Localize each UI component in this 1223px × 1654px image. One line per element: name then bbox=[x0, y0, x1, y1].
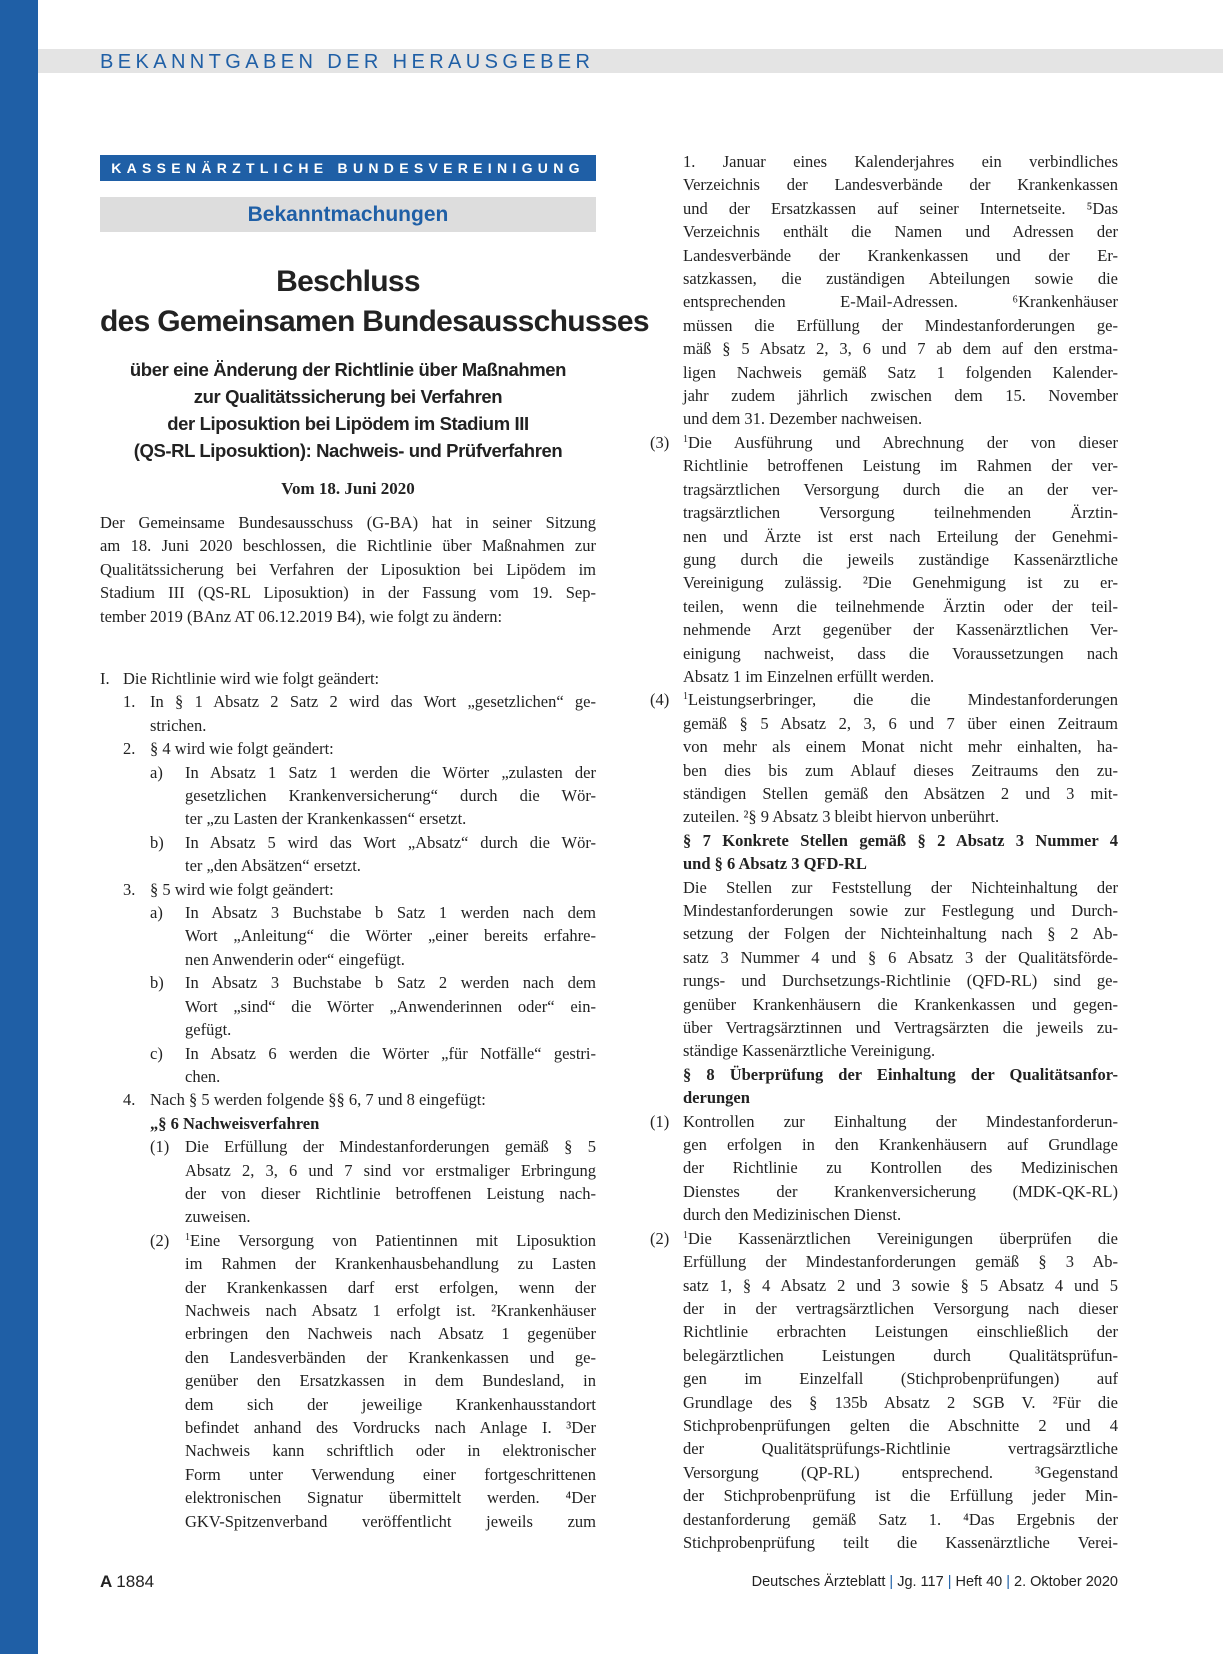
line-text: belegärztlichen Leistungen durch Qualitätsprüfun- bbox=[683, 1345, 1118, 1365]
line-text: zuteilen. ²§ 9 Absatz 3 bleibt hiervon unberührt. bbox=[683, 807, 1000, 827]
text-line bbox=[683, 1227, 1118, 1250]
text-line bbox=[683, 361, 1118, 384]
section-header: BEKANNTGABEN DER HERAUSGEBER bbox=[100, 51, 595, 73]
text-line bbox=[683, 852, 1118, 875]
text-line bbox=[100, 1393, 596, 1416]
line-text: dem sich der jeweilige Krankenhausstandort bbox=[185, 1394, 596, 1414]
text-line bbox=[100, 1299, 596, 1322]
list-item bbox=[650, 431, 1118, 454]
text-line bbox=[683, 478, 1118, 501]
text-line bbox=[683, 1086, 1118, 1109]
line-text: Wort „Anleitung“ die Wörter „einer bereits erfahre- bbox=[185, 926, 596, 946]
list-item bbox=[100, 831, 596, 854]
organization-label: KASSENÄRZTLICHE BUNDESVEREINIGUNG bbox=[100, 155, 596, 181]
text-line: Der Gemeinsame Bundesausschuss (G-BA) hat in seiner Sitzung bbox=[100, 513, 596, 532]
journal-issue: Heft 40 bbox=[955, 1574, 1003, 1590]
line-text: In § 1 Absatz 2 Satz 2 wird das Wort „gesetzlichen“ ge- bbox=[150, 692, 596, 712]
footer-separator: | bbox=[1006, 1574, 1010, 1590]
line-text: § 4 wird wie folgt geändert: bbox=[150, 739, 334, 759]
text-line bbox=[683, 571, 1118, 594]
line-text: gesetzlichen Krankenversicherung“ durch die Wör- bbox=[185, 786, 596, 806]
line-text: chen. bbox=[185, 1066, 221, 1086]
title-line: des Gemeinsamen Bundesausschusses bbox=[100, 305, 649, 338]
rubric-label: Bekanntmachungen bbox=[100, 197, 596, 232]
line-text: tragsärztlichen Versorgung teilnehmenden Ärztin- bbox=[683, 503, 1118, 523]
list-marker: (1) bbox=[150, 1137, 170, 1157]
text-line bbox=[683, 337, 1118, 360]
text-line bbox=[683, 1414, 1118, 1437]
list-marker: (1) bbox=[650, 1111, 670, 1131]
text-line bbox=[683, 150, 1118, 173]
line-text: § 5 wird wie folgt geändert: bbox=[150, 879, 334, 899]
line-text: teilen, wenn die teilnehmende Ärztin oder der teil- bbox=[683, 596, 1118, 616]
line-text: über Vertragsärztinnen und Vertragsärzten die jeweils zu- bbox=[683, 1018, 1118, 1038]
line-text: einigung nachweist, dass die Voraussetzungen nach bbox=[683, 643, 1118, 663]
text-line bbox=[100, 1486, 596, 1509]
list-item bbox=[100, 667, 596, 690]
list-marker: I. bbox=[100, 669, 110, 688]
text-line bbox=[683, 290, 1118, 313]
text-line bbox=[100, 1252, 596, 1275]
line-text: Die Richtlinie wird wie folgt geändert: bbox=[123, 669, 380, 688]
line-text: Kontrollen zur Einhaltung der Mindestanforderun- bbox=[683, 1111, 1118, 1131]
list-item bbox=[100, 761, 596, 784]
text-line bbox=[683, 1461, 1118, 1484]
text-line: Qualitätssicherung bei Verfahren der Liposuktion bei Lipödem im bbox=[100, 559, 596, 579]
line-text: Die Stellen zur Feststellung der Nichteinhaltung der bbox=[683, 877, 1118, 897]
line-text: der von dieser Richtlinie betroffenen Leistung nach- bbox=[185, 1183, 596, 1203]
text-line bbox=[683, 1367, 1118, 1390]
text-line bbox=[100, 1018, 596, 1041]
text-line bbox=[683, 1156, 1118, 1179]
line-text: gen erfolgen in den Krankenhäusern auf Grundlage bbox=[683, 1135, 1118, 1155]
line-text: Grundlage des § 135b Absatz 2 SGB V. ²Für die bbox=[683, 1392, 1118, 1412]
line-text: Richtlinie betroffenen Leistung im Rahmen der ver- bbox=[683, 456, 1118, 476]
text-line bbox=[683, 922, 1118, 945]
subtitle-line: über eine Änderung der Richtlinie über Maßnahmen bbox=[129, 359, 567, 380]
line-text: Richtlinie erbrachten Leistungen einschließlich der bbox=[683, 1322, 1118, 1342]
sentence-number: 1 bbox=[185, 1231, 190, 1243]
text-line bbox=[683, 407, 1118, 430]
text-line bbox=[683, 618, 1118, 641]
footer-separator: | bbox=[889, 1574, 894, 1590]
list-item bbox=[100, 690, 596, 713]
text-line bbox=[683, 969, 1118, 992]
line-text: GKV-Spitzenverband veröffentlicht jeweils zum bbox=[185, 1511, 596, 1531]
text-line bbox=[683, 1508, 1118, 1531]
line-text: tragsärztlichen Versorgung durch die an der ver- bbox=[683, 479, 1118, 499]
list-item bbox=[100, 971, 596, 994]
text-line bbox=[100, 1065, 596, 1088]
text-line bbox=[683, 220, 1118, 243]
text-line bbox=[683, 993, 1118, 1016]
line-text: genüber den Ersatzkassen in dem Bundesland, in bbox=[185, 1371, 596, 1391]
text-line bbox=[683, 1063, 1118, 1086]
line-text: Dienstes der Krankenversicherung (MDK-QK-RL) bbox=[683, 1181, 1118, 1201]
text-line bbox=[100, 1159, 596, 1182]
line-text: 1. Januar eines Kalenderjahres ein verbindliches bbox=[683, 152, 1118, 171]
line-text: Verzeichnis der Landesverbände der Krankenkassen bbox=[683, 175, 1118, 195]
text-line bbox=[100, 854, 596, 877]
list-marker: 3. bbox=[123, 879, 136, 899]
text-line bbox=[100, 807, 596, 830]
text-line bbox=[683, 805, 1118, 828]
line-text: Landesverbände der Krankenkassen und der Er- bbox=[683, 245, 1118, 265]
line-text: ligen Nachweis gemäß Satz 1 folgenden Kalender- bbox=[683, 362, 1118, 382]
line-text: satz 3 Nummer 4 und § 6 Absatz 3 der Qualitätsförde- bbox=[683, 947, 1118, 967]
line-text: Eine Versorgung von Patientinnen mit Liposuktion bbox=[190, 1230, 596, 1250]
line-text: Stichprobenprüfung teilt die Kassenärztliche Verei- bbox=[683, 1532, 1118, 1552]
list-marker: 1. bbox=[123, 692, 136, 712]
line-text: elektronischen Signatur übermittelt werden. ⁴Der bbox=[185, 1488, 596, 1508]
text-line bbox=[683, 1016, 1118, 1039]
text-line bbox=[683, 454, 1118, 477]
line-text: müssen die Erfüllung der Mindestanforderungen ge- bbox=[683, 315, 1118, 335]
subtitle-line: zur Qualitätssicherung bei Verfahren bbox=[193, 386, 503, 407]
footer-separator: | bbox=[947, 1574, 952, 1590]
text-line bbox=[100, 1322, 596, 1345]
line-text: gefügt. bbox=[185, 1020, 232, 1040]
sentence-number: 1 bbox=[683, 433, 688, 445]
line-text: gemäß § 5 Absatz 2, 3, 6 und 7 über einen Zeitraum bbox=[683, 713, 1118, 733]
list-marker: b) bbox=[150, 832, 164, 852]
line-text: der Qualitätsprüfungs-Richtlinie vertragsärztliche bbox=[683, 1439, 1118, 1459]
line-text: ter „den Absätzen“ ersetzt. bbox=[185, 856, 361, 876]
left-column-body bbox=[100, 667, 596, 1533]
line-text: Nachweis nach Absatz 1 erfolgt ist. ²Krankenhäuser bbox=[185, 1300, 596, 1320]
line-text: Leistungserbringer, die die Mindestanforderungen bbox=[688, 690, 1118, 710]
journal-date: 2. Oktober 2020 bbox=[1014, 1574, 1118, 1590]
line-text: Die Kassenärztlichen Vereinigungen überprüfen die bbox=[688, 1228, 1118, 1248]
line-text: und § 6 Absatz 3 QFD-RL bbox=[683, 854, 867, 874]
side-color-bar bbox=[0, 0, 38, 1654]
journal-volume: Jg. 117 bbox=[897, 1574, 944, 1590]
line-text: erbringen den Nachweis nach Absatz 1 gegenüber bbox=[185, 1324, 596, 1344]
title-line: Beschluss bbox=[276, 265, 420, 298]
text-line bbox=[683, 595, 1118, 618]
text-line bbox=[683, 829, 1118, 852]
text-line bbox=[683, 1274, 1118, 1297]
text-line bbox=[683, 899, 1118, 922]
line-text: Wort „sind“ die Wörter „Anwenderinnen oder“ ein- bbox=[185, 996, 596, 1016]
document-date: Vom 18. Juni 2020 bbox=[281, 479, 415, 498]
line-text: ständige Kassenärztliche Vereinigung. bbox=[683, 1041, 936, 1061]
list-item bbox=[100, 878, 596, 901]
text-line bbox=[683, 1039, 1118, 1062]
text-line bbox=[100, 1369, 596, 1392]
text-line bbox=[683, 197, 1118, 220]
text-line bbox=[683, 1484, 1118, 1507]
line-text: destanforderung gemäß Satz 1. ⁴Das Ergebnis der bbox=[683, 1509, 1118, 1529]
text-line bbox=[683, 384, 1118, 407]
line-text: Absatz 1 im Einzelnen erfüllt werden. bbox=[683, 666, 935, 686]
list-marker: (3) bbox=[650, 432, 670, 452]
text-line bbox=[683, 1180, 1118, 1203]
line-text: In Absatz 3 Buchstabe b Satz 2 werden nach dem bbox=[185, 973, 596, 993]
text-line: am 18. Juni 2020 beschlossen, die Richtlinie über Maßnahmen zur bbox=[100, 536, 596, 556]
text-line bbox=[100, 948, 596, 971]
line-text: Stichprobenprüfungen gelten die Abschnitte 2 und 4 bbox=[683, 1415, 1118, 1435]
line-text: nen Anwenderin oder“ eingefügt. bbox=[185, 949, 405, 969]
list-marker: 4. bbox=[123, 1090, 136, 1110]
line-text: Die Ausführung und Abrechnung der von dieser bbox=[688, 432, 1118, 452]
line-text: satzkassen, die zuständigen Abteilungen sowie die bbox=[683, 269, 1118, 289]
text-line bbox=[683, 1344, 1118, 1367]
line-text: Nach § 5 werden folgende §§ 6, 7 und 8 eingefügt: bbox=[150, 1090, 486, 1110]
subtitle-line: (QS-RL Liposuktion): Nachweis- und Prüfverfahren bbox=[133, 440, 563, 461]
text-line bbox=[683, 665, 1118, 688]
line-text: gung durch die jeweils zuständige Kassenärztliche bbox=[683, 549, 1118, 569]
line-text: Form unter Verwendung einer fortgeschrittenen bbox=[185, 1464, 596, 1484]
text-line bbox=[100, 1416, 596, 1439]
text-line bbox=[683, 314, 1118, 337]
text-line bbox=[683, 173, 1118, 196]
text-line: Stadium III (QS-RL Liposuktion) in der Fassung vom 19. Sep- bbox=[100, 583, 596, 603]
list-marker: 2. bbox=[123, 739, 136, 759]
page-number bbox=[100, 1572, 154, 1592]
line-text: Verzeichnis enthält die Namen und Adressen der bbox=[683, 222, 1118, 242]
page-number-value: 1884 bbox=[116, 1572, 155, 1591]
line-text: ständigen Stellen gemäß den Absätzen 2 und 3 mit- bbox=[683, 783, 1118, 803]
list-item bbox=[100, 1135, 596, 1158]
journal-name: Deutsches Ärzteblatt bbox=[751, 1574, 886, 1590]
text-line bbox=[100, 1276, 596, 1299]
text-line bbox=[100, 1346, 596, 1369]
line-text: derungen bbox=[683, 1088, 750, 1108]
line-text: In Absatz 1 Satz 1 werden die Wörter „zulasten der bbox=[185, 762, 596, 782]
document-title bbox=[100, 262, 649, 342]
text-line bbox=[683, 782, 1118, 805]
line-text: entsprechenden E-Mail-Adressen. ⁶Krankenhäuser bbox=[683, 292, 1118, 312]
right-column-body bbox=[650, 150, 1118, 1554]
line-text: im Rahmen der Krankenhausbehandlung zu Lasten bbox=[185, 1254, 596, 1274]
text-line bbox=[683, 1203, 1118, 1226]
intro-paragraph bbox=[100, 511, 596, 628]
line-text: ter „zu Lasten der Krankenkassen“ ersetzt. bbox=[185, 809, 467, 829]
text-line bbox=[683, 642, 1118, 665]
line-text: und der Ersatzkassen auf seiner Internetseite. ⁵Das bbox=[683, 198, 1118, 218]
text-line bbox=[683, 688, 1118, 711]
text-line bbox=[683, 525, 1118, 548]
text-line bbox=[100, 1112, 596, 1135]
text-line bbox=[683, 876, 1118, 899]
list-marker: (2) bbox=[150, 1230, 170, 1250]
list-item bbox=[650, 1227, 1118, 1250]
line-text: nehmende Arzt gegenüber der Kassenärztlichen Ver- bbox=[683, 620, 1118, 640]
line-text: Mindestanforderungen sowie zur Festlegung und Durch- bbox=[683, 901, 1118, 920]
line-text: zuweisen. bbox=[185, 1207, 251, 1227]
text-line bbox=[683, 1250, 1118, 1273]
text-line bbox=[100, 995, 596, 1018]
text-line bbox=[100, 1510, 596, 1533]
text-line bbox=[185, 1229, 596, 1252]
line-text: Versorgung (QP-RL) entsprechend. ³Gegenstand bbox=[683, 1462, 1118, 1482]
text-line bbox=[683, 946, 1118, 969]
text-line bbox=[100, 1439, 596, 1462]
line-text: nen und Ärzte ist erst nach Erteilung der Genehmi- bbox=[683, 526, 1118, 546]
list-item bbox=[650, 688, 1118, 711]
list-marker: b) bbox=[150, 973, 164, 993]
line-text: befindet anhand des Vordrucks nach Anlage I. ³Der bbox=[185, 1418, 596, 1437]
line-text: rungs- und Durchsetzungs-Richtlinie (QFD-RL) sind ge- bbox=[683, 971, 1118, 991]
subtitle-line: der Liposuktion bei Lipödem im Stadium III bbox=[167, 413, 529, 434]
text-line bbox=[683, 244, 1118, 267]
line-text: der Stichprobenprüfung ist die Erfüllung jeder Min- bbox=[683, 1486, 1118, 1506]
line-text: § 7 Konkrete Stellen gemäß § 2 Absatz 3 Nummer 4 bbox=[683, 830, 1118, 850]
document-subtitle bbox=[100, 356, 596, 464]
text-line bbox=[683, 1391, 1118, 1414]
line-text: gen im Einzelfall (Stichprobenprüfungen) auf bbox=[683, 1369, 1118, 1389]
line-text: der Krankenkassen darf erst erfolgen, wenn der bbox=[185, 1277, 596, 1297]
list-item bbox=[100, 1042, 596, 1065]
line-text: strichen. bbox=[150, 715, 207, 735]
text-line bbox=[100, 924, 596, 947]
line-text: In Absatz 6 werden die Wörter „für Notfälle“ gestri- bbox=[185, 1043, 596, 1063]
journal-footer bbox=[752, 1574, 1118, 1590]
text-line bbox=[683, 1437, 1118, 1460]
line-text: Vereinigung zulässig. ²Die Genehmigung ist zu er- bbox=[683, 573, 1118, 593]
line-text: Nachweis kann schriftlich oder in elektronischer bbox=[185, 1441, 596, 1461]
text-line bbox=[683, 548, 1118, 571]
text-line bbox=[100, 1182, 596, 1205]
text-line bbox=[683, 1133, 1118, 1156]
text-line bbox=[683, 1531, 1118, 1554]
line-text: Erfüllung der Mindestanforderungen gemäß § 3 Ab- bbox=[683, 1252, 1118, 1272]
line-text: In Absatz 5 wird das Wort „Absatz“ durch die Wör- bbox=[185, 832, 596, 852]
text-line bbox=[683, 431, 1118, 454]
sentence-number: 1 bbox=[683, 691, 688, 703]
list-item bbox=[100, 1229, 596, 1252]
text-line bbox=[683, 735, 1118, 758]
line-text: durch den Medizinischen Dienst. bbox=[683, 1205, 902, 1225]
line-text: § 8 Überprüfung der Einhaltung der Qualitätsanfor- bbox=[683, 1064, 1118, 1084]
text-line bbox=[100, 1463, 596, 1486]
line-text: satz 1, § 4 Absatz 2 und 3 sowie § 5 Absatz 4 und 5 bbox=[683, 1275, 1118, 1295]
text-line bbox=[683, 1320, 1118, 1343]
line-text: setzung der Folgen der Nichteinhaltung nach § 2 Ab- bbox=[683, 924, 1118, 944]
line-text: den Landesverbänden der Krankenkassen und ge- bbox=[185, 1347, 596, 1367]
line-text: und dem 31. Dezember nachweisen. bbox=[683, 409, 923, 429]
line-text: mäß § 5 Absatz 2, 3, 6 und 7 ab dem auf den erstma- bbox=[683, 339, 1118, 359]
text-line bbox=[683, 267, 1118, 290]
line-text: genüber Krankenhäusern die Krankenkassen und gegen- bbox=[683, 994, 1118, 1014]
line-text: Die Erfüllung der Mindestanforderungen gemäß § 5 bbox=[185, 1137, 596, 1157]
sentence-number: 1 bbox=[683, 1229, 688, 1241]
line-text: der Richtlinie zu Kontrollen des Medizinischen bbox=[683, 1158, 1118, 1178]
text-line: tember 2019 (BAnz AT 06.12.2019 B4), wie folgt zu ändern: bbox=[100, 606, 503, 626]
text-line bbox=[683, 712, 1118, 735]
list-marker: (4) bbox=[650, 690, 670, 710]
page-prefix: A bbox=[100, 1572, 113, 1591]
list-item bbox=[100, 1088, 596, 1111]
text-line bbox=[100, 1205, 596, 1228]
text-line bbox=[683, 759, 1118, 782]
list-marker: (2) bbox=[650, 1228, 670, 1248]
text-line bbox=[100, 714, 596, 737]
text-line bbox=[683, 1297, 1118, 1320]
list-item bbox=[100, 737, 596, 760]
line-text: Absatz 2, 3, 6 und 7 sind vor erstmaliger Erbringung bbox=[185, 1160, 596, 1180]
list-item bbox=[100, 901, 596, 924]
list-marker: a) bbox=[150, 903, 163, 923]
text-line bbox=[683, 501, 1118, 524]
list-item bbox=[650, 1110, 1118, 1133]
line-text: „§ 6 Nachweisverfahren bbox=[150, 1113, 320, 1133]
text-line bbox=[100, 784, 596, 807]
list-marker: a) bbox=[150, 762, 163, 782]
line-text: der in der vertragsärztlichen Versorgung nach dieser bbox=[683, 1298, 1118, 1318]
list-marker: c) bbox=[150, 1043, 163, 1063]
line-text: In Absatz 3 Buchstabe b Satz 1 werden nach dem bbox=[185, 903, 596, 923]
line-text: ben dies bis zum Ablauf dieses Zeitraums den zu- bbox=[683, 760, 1118, 780]
line-text: jahr zudem jährlich zwischen dem 15. November bbox=[683, 386, 1118, 406]
line-text: von mehr als einem Monat nicht mehr einhalten, ha- bbox=[683, 737, 1118, 757]
